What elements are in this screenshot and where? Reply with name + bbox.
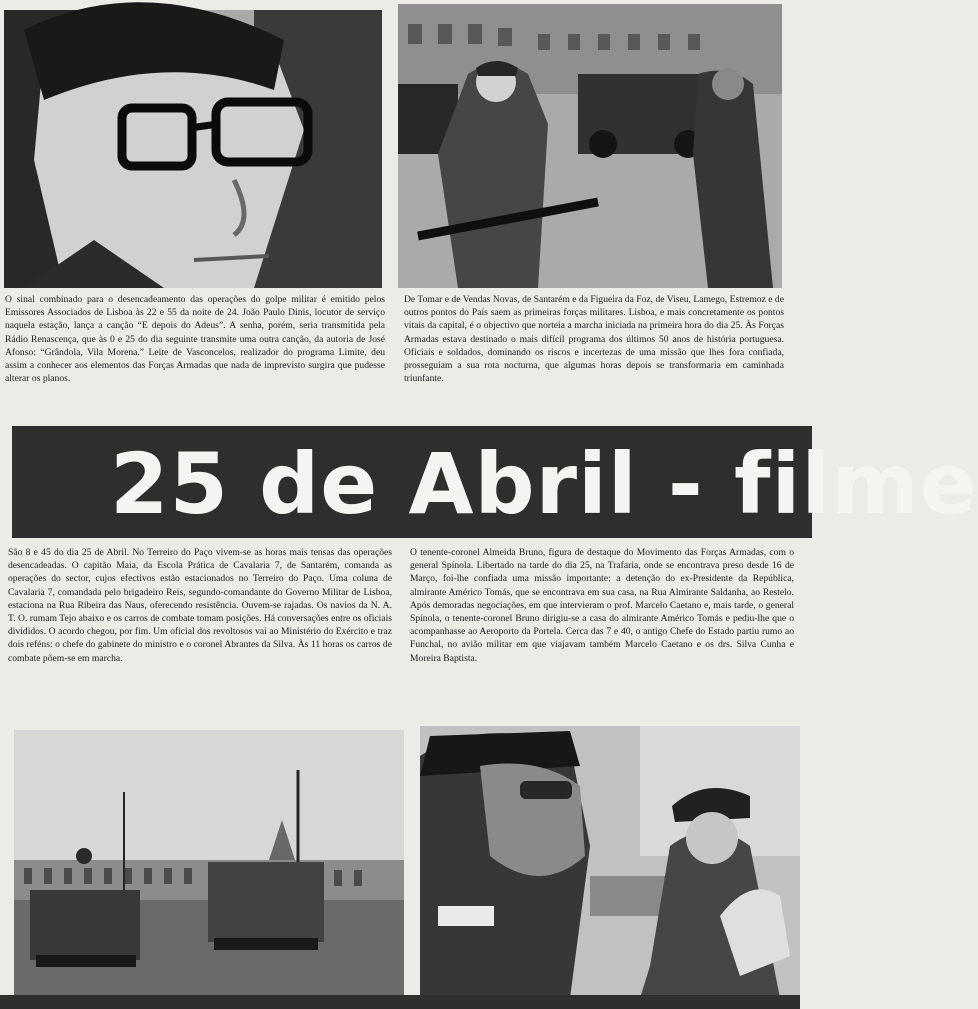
paragraph-middle-right: O tenente-coronel Almeida Bruno, figura de destaque do Movimento das Forças Armadas, com o general Spínola. Libertado na tarde do dia 25, na Trafaria, onde se encontrava preso desde 16 de Março, foi-lhe confiada uma missão importante: a detenção do ex-Presidente da República, almirante Américo Tomás, que se encontrava em sua casa, na Rua Almirante Saldanha, ao Restelo. Após demoradas negociações, em que intervieram o prof. Marcelo Caetano e, mais tarde, o general Spínola, o tenente-coronel Bruno dirigiu-se a casa do almirante Américo Tomás e pediu-lhe que o acompanhasse ao Aeroporto da Portela. Cerca das 7 e 40, o antigo Chefe do Estado partiu rumo ao Funchal, no avião militar em que viajavam também Marcelo Caetano e os drs. Silva Cunha e Moreira Baptista. <box>410 547 794 664</box>
bottom-rule <box>0 995 800 1009</box>
photo-soldier-with-rifle <box>398 4 782 288</box>
paragraph-top-left: O sinal combinado para o desencadeamento das operações do golpe militar é emitido pelos Emissores Associados de Lisboa às 22 e 55 da noite de 24. João Paulo Dinis, locutor de serviço naquela estação, lança a canção “E depois do Adeus”. A senha, porém, seria transmitida pela Rádio Renascença, que às 0 e 25 do dia seguinte transmite uma outra canção, da autoria de José Afonso: “Grândola, Vila Morena.” Leite de Vasconcelos, realizador do programa Limite, deu assim a conhecer aos elementos das Forças Armadas que nada de imprevisto surgira que pudesse alterar os planos. <box>5 294 385 385</box>
photo-officers-spinola <box>420 726 800 998</box>
headline-title: 25 de Abril - filme <box>110 435 978 533</box>
paragraph-top-right: De Tomar e de Vendas Novas, de Santarém e da Figueira da Foz, de Viseu, Lamego, Estremoz e de outros pontos do País saem as primeiras forças militares. Lisboa, e mais concretamente os pontos vitais da capital, é o objectivo que norteia a marcha iniciada na primeira hora do dia 25. Às Forças Armadas estava destinado o mais difícil programa dos últimos 50 anos de história portuguesa. Oficiais e soldados, dominando os riscos e incertezas de uma missão que lhes fora confiada, prosseguiam a sua rota nocturna, que algumas horas depois se transformaria em caminhada triunfante. <box>404 294 784 385</box>
headline-banner <box>12 426 978 538</box>
photo-man-with-glasses <box>4 10 382 288</box>
photo-armored-cars-square <box>14 730 404 998</box>
paragraph-middle-left: São 8 e 45 do dia 25 de Abril. No Terreiro do Paço vivem-se as horas mais tensas das operações desencadeadas. O capitão Maia, da Escola Prática de Cavalaria 7, de Santarém, comanda as operações do sector, cujos efectivos estão estacionados no Terreiro do Paço. Uma coluna de Cavalaria 7, comandada pelo brigadeiro Reis, segundo-comandante do Governo Militar de Lisboa, estaciona na Rua Ribeira das Naus, oferecendo resistência. Ouvem-se rajadas. Os navios da N. A. T. O. rumam Tejo abaixo e os carros de combate tomam posições. Há conversações entre os oficiais divididos. O acordo chegou, por fim. Um oficial dos revoltosos vai ao Ministério do Exército e traz dois reféns: o chefe do gabinete do ministro e o coronel Abrantes da Silva. Às 11 horas os carros de combate põem-se em marcha. <box>8 547 392 664</box>
